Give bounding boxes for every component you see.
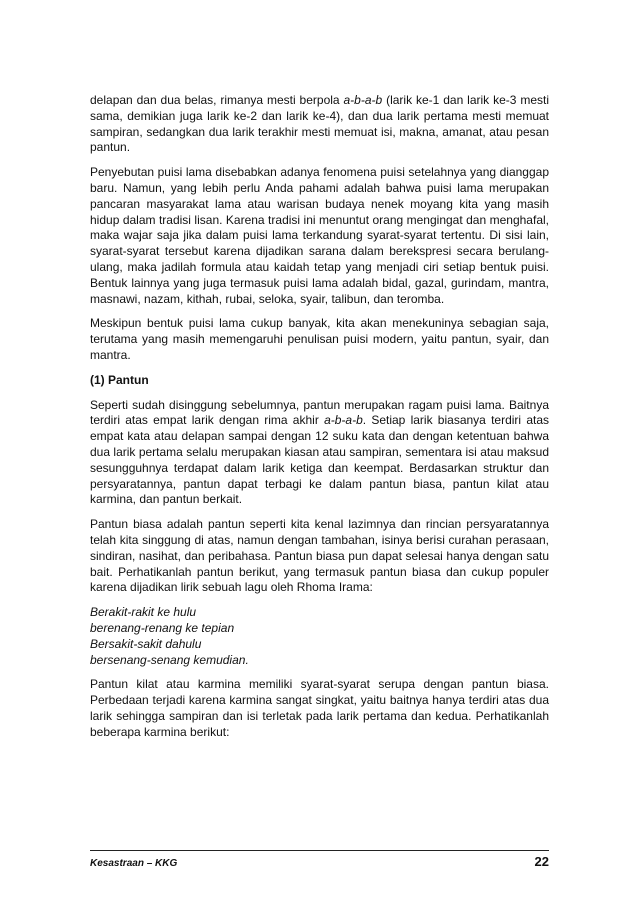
paragraph-5: Pantun biasa adalah pantun seperti kita kenal lazimnya dan rincian persyaratannya telah kita singgung di atas, namun dengan tambahan, isinya berisi curahan perasaan, sindiran, nasihat, dan peribahasa. Pantun biasa pun dapat selesai hanya dengan satu bait. Perhatikanlah pantun berikut, yang termasuk pantun biasa dan cukup populer karena dijadikan lirik sebuah lagu oleh Rhoma Irama: <box>90 517 549 595</box>
page-body <box>90 93 549 740</box>
poem-line: Berakit-rakit ke hulu <box>90 605 197 620</box>
rhyme-pattern: a-b-a-b <box>324 413 363 428</box>
section-heading: (1) Pantun <box>90 372 149 387</box>
paragraph-2: Penyebutan puisi lama disebabkan adanya fenomena puisi setelahnya yang dianggap baru. Namun, yang lebih perlu Anda pahami adalah bahwa puisi lama merupakan pancaran masyarakat lama atau warisan budaya nenek moyang kita yang masih hidup dalam tradisi lisan. Karena tradisi ini menuntut orang mengingat dan menghafal, maka wajar saja jika dalam puisi lama terkandung syarat-syarat tertentu. Di sisi lain, syarat-syarat tersebut karena dijadikan sarana dalam berekspresi secara berulang-ulang, maka jadilah formula atau kaidah tetap yang menjadi ciri setiap bentuk puisi. Bentuk lainnya yang juga termasuk puisi lama adalah bidal, gazal, gurindam, mantra, masnawi, nazam, kithah, rubai, seloka, syair, talibun, dan teromba. <box>90 165 549 306</box>
rhyme-pattern: a-b-a-b <box>343 93 383 107</box>
footer-title: Kesastraan – KKG <box>90 858 178 869</box>
poem-line: bersenang-senang kemudian. <box>90 652 249 667</box>
page-number: 22 <box>534 854 549 869</box>
page-footer <box>90 850 549 869</box>
poem-block <box>90 605 549 668</box>
poem-line: Bersakit-sakit dahulu <box>90 636 202 651</box>
paragraph-3: Meskipun bentuk puisi lama cukup banyak, kita akan menekuninya sebagian saja, terutama yang masih memengaruhi penulisan puisi modern, yaitu pantun, syair, dan mantra. <box>90 316 549 362</box>
paragraph-4: Seperti sudah disinggung sebelumnya, pantun merupakan ragam puisi lama. Baitnya terdiri atas empat larik dengan rima akhir a-b-a-b. Setiap larik biasanya terdiri atas empat kata atau delapan sampai dengan 12 suku kata dan dengan ketentuan bahwa dua larik pertama selalu merupakan kiasan atau sampiran, sementara isi atau maksud sesungguhnya terdapat dalam larik ketiga dan keempat. Berdasarkan struktur dan persyaratannya, pantun dapat terbagi ke dalam pantun biasa, pantun kilat atau karmina, dan pantun berkait. <box>90 397 549 507</box>
paragraph-1: delapan dan dua belas, rimanya mesti berpola a-b-a-b (larik ke-1 dan larik ke-3 mesti sama, demikian juga larik ke-2 dan larik ke-4), dan dua larik pertama mesti memuat sampiran, sedangkan dua larik terakhir mesti memuat isi, makna, amanat, atau pesan pantun. <box>90 93 549 155</box>
poem-line: berenang-renang ke tepian <box>90 620 235 635</box>
paragraph-6: Pantun kilat atau karmina memiliki syarat-syarat serupa dengan pantun biasa. Perbedaan terjadi karena karmina sangat singkat, yaitu baitnya hanya terdiri atas dua larik sehingga sampiran dan isi terletak pada larik pertama dan kedua. Perhatikanlah beberapa karmina berikut: <box>90 677 549 739</box>
